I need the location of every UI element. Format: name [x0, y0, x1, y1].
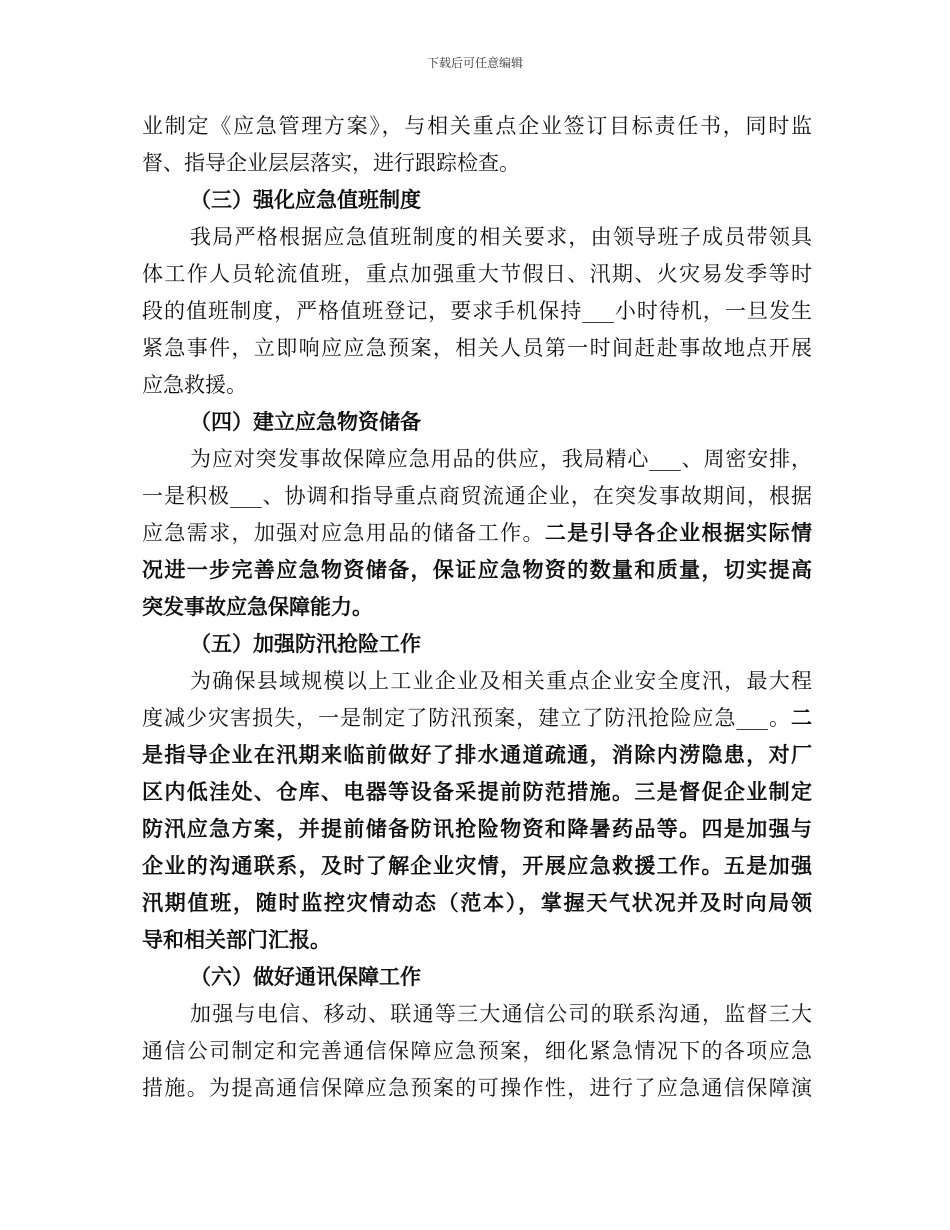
section-heading: （三）强化应急值班制度: [190, 187, 421, 212]
paragraph-line: 为应对突发事故保障应急用品的供应，我局精心___、周密安排，: [190, 447, 812, 471]
paragraph-line: 导和相关部门汇报。: [142, 927, 331, 952]
paragraph-line: 为确保县域规模以上工业企业及相关重点企业安全度汛，最大程: [190, 669, 812, 693]
paragraph-line: 紧急事件，立即响应应急预案，相关人员第一时间赶赴事故地点开展: [142, 336, 812, 360]
paragraph-line: 业制定《应急管理方案》，与相关重点企业签订目标责任书，同时监: [142, 114, 812, 138]
header-note: 下载后可任意编辑: [426, 56, 523, 70]
paragraph-line: [142, 703, 812, 733]
paragraph-line: [142, 518, 812, 548]
paragraph-line: 是指导企业在汛期来临前做好了排水通道疏通，消除内涝隐患，对厂: [142, 742, 812, 767]
bold-text: 二: [791, 705, 812, 730]
paragraph-line: 区内低洼处、仓库、电器等设备采提前防范措施。三是督促企业制定: [142, 779, 812, 804]
normal-text: 应急需求，加强对应急用品的储备工作。: [142, 521, 545, 545]
paragraph-line: 突发事故应急保障能力。: [142, 594, 373, 619]
paragraph-line: 应急救援。: [142, 373, 247, 397]
paragraph-line: 企业的沟通联系，及时了解企业灾情，开展应急救援工作。五是加强: [142, 853, 812, 878]
paragraph-line: 防汛应急方案，并提前储备防讯抢险物资和降暑药品等。四是加强与: [142, 816, 812, 841]
paragraph-line: 加强与电信、移动、联通等三大通信公司的联系沟通，监督三大: [190, 1002, 812, 1026]
paragraph-line: 通信公司制定和完善通信保障应急预案，细化紧急情况下的各项应急: [142, 1039, 812, 1063]
paragraph-line: 措施。为提高通信保障应急预案的可操作性，进行了应急通信保障演: [142, 1076, 812, 1100]
paragraph-line: 体工作人员轮流值班，重点加强重大节假日、汛期、火灾易发季等时: [142, 262, 812, 286]
bold-text: 二是引导各企业根据实际情: [544, 520, 812, 545]
paragraph-line: 督、指导企业层层落实，进行跟踪检查。: [142, 151, 520, 175]
paragraph-line: 我局严格根据应急值班制度的相关要求，由领导班子成员带领具: [190, 225, 812, 249]
paragraph-line: 一是积极___、协调和指导重点商贸流通企业，在突发事故期间，根据: [142, 484, 812, 508]
paragraph-line: 况进一步完善应急物资储备，保证应急物资的数量和质量，切实提高: [142, 557, 812, 582]
paragraph-line: 汛期值班，随时监控灾情动态（范本），掌握天气状况并及时向局领: [142, 890, 812, 915]
normal-text: 度减少灾害损失，一是制定了防汛预案，建立了防汛抢险应急___。: [142, 706, 791, 730]
section-heading: （六）做好通讯保障工作: [190, 964, 421, 989]
paragraph-line: 段的值班制度，严格值班登记，要求手机保持___小时待机，一旦发生: [142, 299, 812, 323]
section-heading: （五）加强防汛抢险工作: [190, 631, 421, 656]
section-heading: （四）建立应急物资储备: [190, 409, 421, 434]
